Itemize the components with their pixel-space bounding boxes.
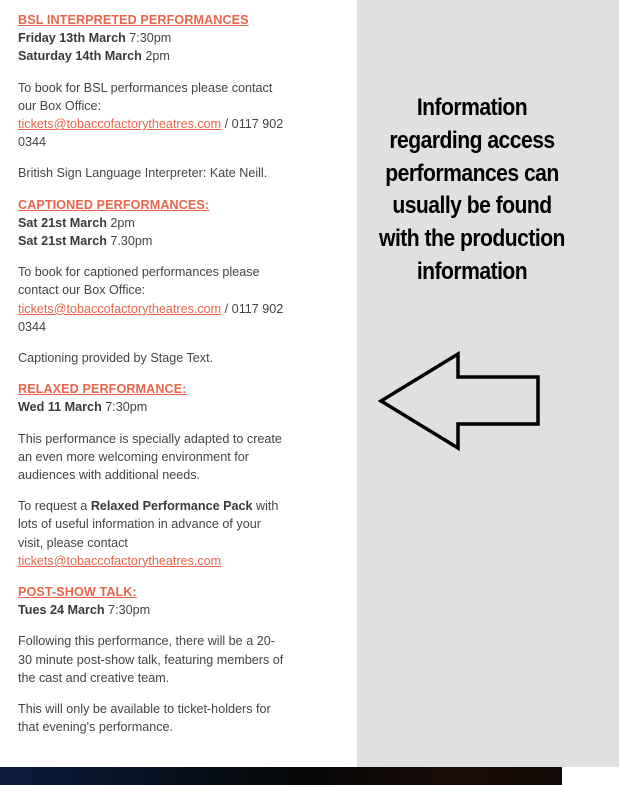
captioned-date-1: Sat 21st March 2pm: [18, 215, 135, 230]
relaxed-section: [18, 380, 288, 570]
captioned-booking: To book for captioned performances please contact our Box Office: tickets@tobaccofactorytheatres.com / 0117 902 0344: [18, 265, 284, 334]
relaxed-request: To request a Relaxed Performance Pack with lots of useful information in advance of your visit, please contact tickets@tobaccofactorytheatres.com: [18, 499, 279, 568]
bsl-email-link[interactable]: tickets@tobaccofactorytheatres.com: [18, 117, 222, 132]
annotation-panel: [357, 0, 619, 767]
bsl-heading: BSL INTERPRETED PERFORMANCES: [18, 13, 249, 27]
bsl-date-1: Friday 13th March 7:30pm: [18, 31, 172, 46]
bsl-interpreter: British Sign Language Interpreter: Kate Neill.: [18, 166, 268, 181]
postshow-date-1: Tues 24 March 7:30pm: [18, 603, 151, 618]
access-info: [18, 11, 288, 737]
postshow-heading: POST-SHOW TALK:: [18, 585, 137, 600]
bsl-section: [18, 11, 288, 183]
postshow-description: Following this performance, there will be a 20-30 minute post-show talk, featuring members of the cast and creative team.: [18, 634, 284, 685]
arrow-shape: [381, 354, 538, 448]
captioned-section: [18, 196, 288, 368]
captioned-date-2: Sat 21st March 7.30pm: [18, 234, 153, 249]
relaxed-heading: RELAXED PERFORMANCE:: [18, 382, 187, 397]
relaxed-description: This performance is specially adapted to create an even more welcoming environment for audiences with additional needs.: [18, 431, 282, 483]
callout-text: Information regarding access performances can usually be found with the production information: [379, 94, 565, 285]
captioned-heading: CAPTIONED PERFORMANCES:: [18, 197, 210, 212]
bsl-booking: To book for BSL performances please contact our Box Office: tickets@tobaccofactorytheatres.com / 0117 902 0344: [18, 80, 284, 150]
bsl-date-2: Saturday 14th March 2pm: [18, 49, 170, 64]
footer-image-strip: [0, 767, 562, 785]
postshow-availability: This will only be available to ticket-holders for that evening's performance.: [18, 702, 271, 735]
postshow-section: [18, 583, 288, 736]
left-arrow-outline-icon: [377, 350, 567, 454]
captioned-provider: Captioning provided by Stage Text.: [18, 351, 214, 366]
relaxed-date-1: Wed 11 March 7:30pm: [18, 400, 148, 415]
captioned-email-link[interactable]: tickets@tobaccofactorytheatres.com: [18, 301, 222, 316]
relaxed-email-link[interactable]: tickets@tobaccofactorytheatres.com: [18, 553, 222, 568]
